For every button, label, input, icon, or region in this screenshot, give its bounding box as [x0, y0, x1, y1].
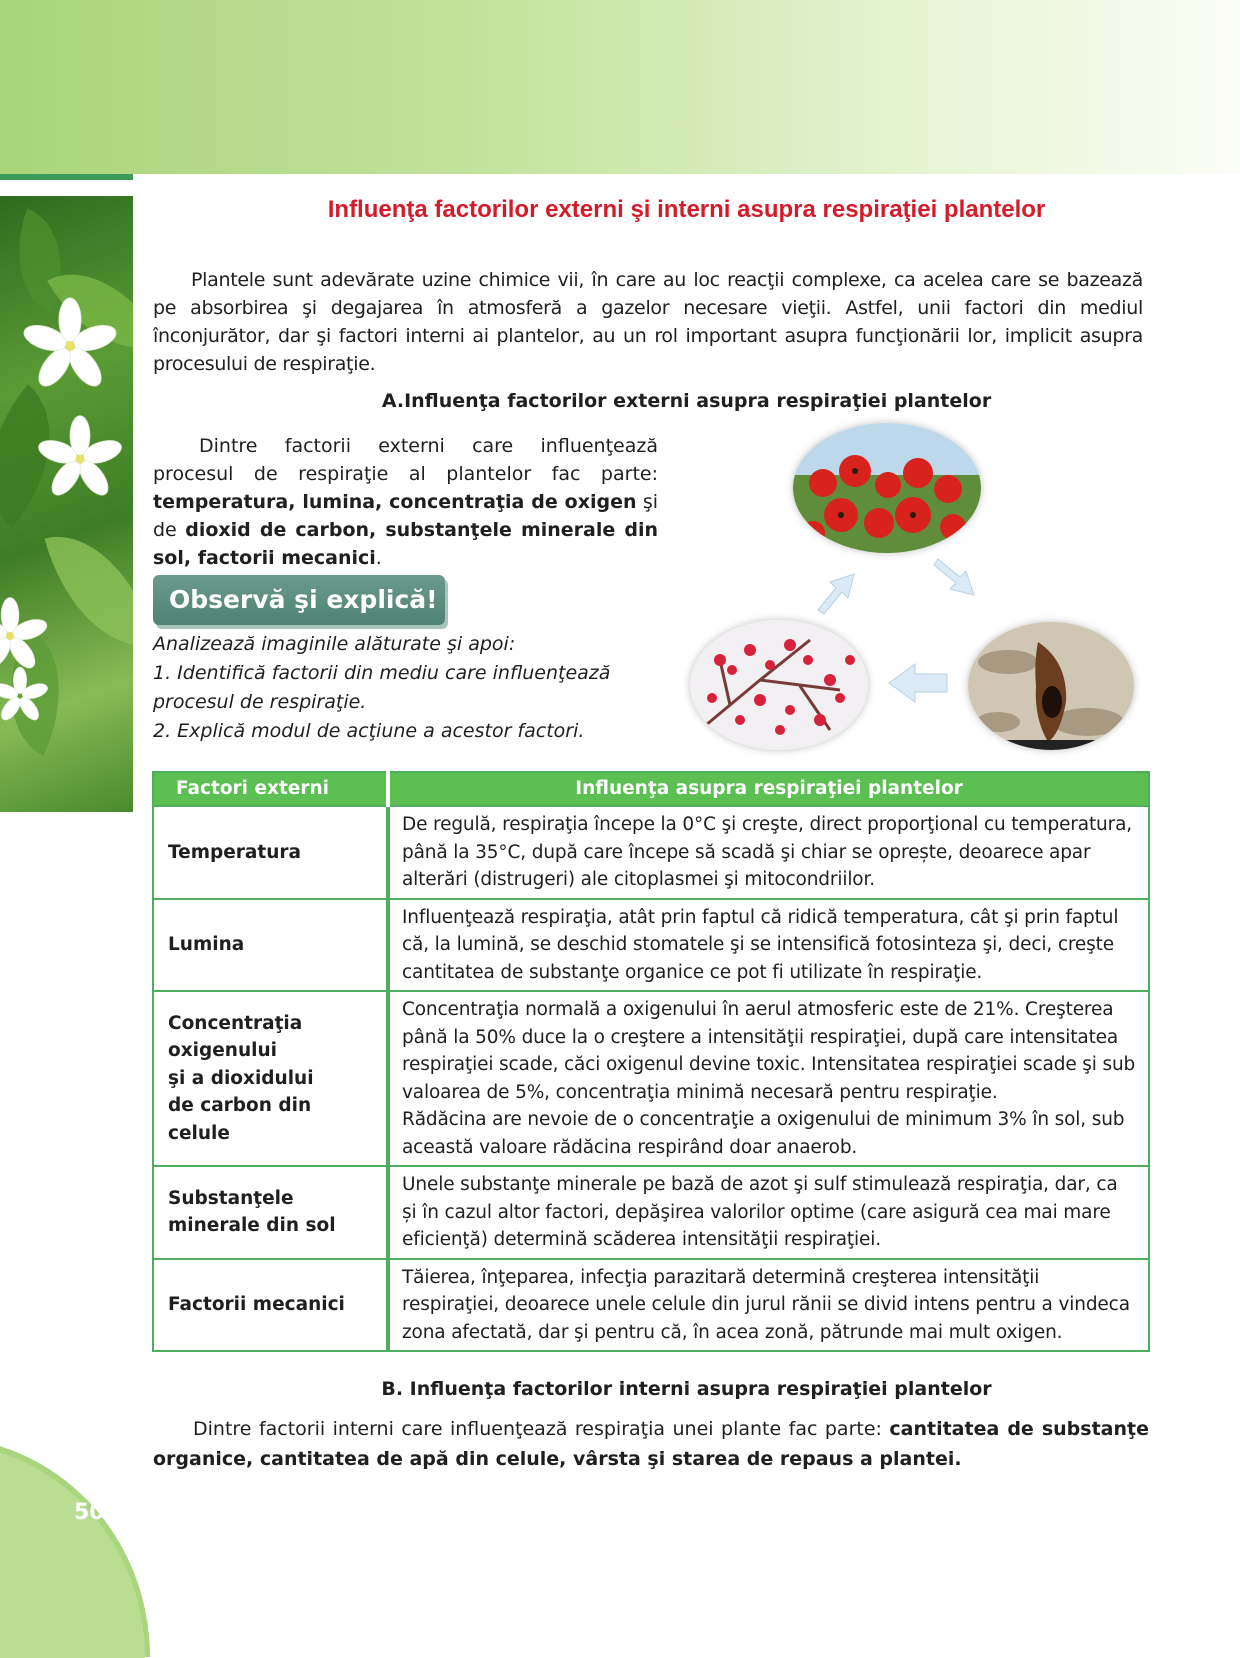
observe-task — [153, 630, 653, 746]
table-row — [153, 1166, 1149, 1259]
factor-description: Tăierea, înţeparea, infecţia parazitară determină creşterea intensităţii respiraţiei, deoarece unele celule din jurul rănii se divid intens pentru a vindeca zona afectată, dar şi pentru că, în acea zonă, pătrunde mai mult oxigen. — [388, 1259, 1149, 1352]
section-b-paragraph: Dintre factorii interni care influenţează respiraţia unei plante fac parte: cantitatea de substanţe organice, cantitatea de apă din celule, vârsta şi starea de repaus a plantei. — [153, 1418, 1149, 1470]
factor-name: Lumina — [153, 899, 388, 992]
table-header-factor: Factori externi — [153, 772, 388, 806]
observe-explain-badge: Observă şi explică! — [153, 575, 445, 625]
factor-description: Unele substanţe minerale pe bază de azot şi sulf stimulează respiraţia, dar, ca și în cazul altor factori, depăşirea valorilor optime (care asigură cea mai mare eficienţă) determină scăderea intensităţii respiraţiei. — [388, 1166, 1149, 1259]
section-b-heading: B. Influenţa factorilor interni asupra respiraţiei plantelor — [381, 1378, 992, 1400]
factor-name-line: minerale din sol — [168, 1215, 336, 1237]
factor-description-part: Concentraţia normală a oxigenului în aerul atmosferic este de 21%. Creşterea până la 50% duce la o creştere a intensităţii respiraţiei, după care intensitatea respiraţiei scade, căci oxigenul devine toxic. Intensitatea respiraţiei scade şi sub valoarea de 5%, concentraţia minimă necesară pentru respiraţie. — [402, 999, 1136, 1103]
task-line: 1. Identifică factorii din mediu care influenţează procesul de respiraţie. — [153, 662, 611, 713]
table-header-influence: Influenţa asupra respiraţiei plantelor — [388, 772, 1149, 806]
factor-name-line: şi a dioxidului — [168, 1067, 314, 1089]
factor-description — [388, 991, 1149, 1166]
factor-name-line: Concentraţia — [168, 1012, 303, 1034]
factor-description: Influenţează respiraţia, atât prin faptul că ridică temperatura, cât şi prin faptul că, la lumină, se deschid stomatele şi se intensifică fotosinteza şi, deci, creşte cantitatea de substanţe organice ce pot fi utilizate în respiraţie. — [388, 899, 1149, 992]
factor-name: Factorii mecanici — [153, 1259, 388, 1352]
table-row — [153, 899, 1149, 992]
arrow-left-icon — [885, 660, 951, 706]
jasmine-flower-icon — [35, 414, 125, 504]
wounded-bark-photo — [968, 622, 1134, 750]
factor-description: De regulă, respiraţia începe la 0°C şi creşte, direct proporţional cu temperatura, până la 35°C, după care începe să scadă şi chiar se oprește, deoarece apar alterări (distrugeri) ale citoplasmei şi mitocondriilor. — [388, 806, 1149, 899]
snowy-berries-photo — [690, 620, 868, 750]
jasmine-flower-icon — [0, 666, 50, 726]
jasmine-flower-icon — [0, 596, 50, 676]
jasmine-flower-icon — [20, 296, 120, 396]
factor-name — [153, 1166, 388, 1259]
factor-name-line: Substanţele — [168, 1187, 294, 1209]
table-header-row — [153, 772, 1149, 806]
factor-name — [153, 991, 388, 1166]
intro-paragraph: Plantele sunt adevărate uzine chimice vii, în care au loc reacţii complexe, ca acelea care se bazează pe absorbirea şi degajarea în atmosferă a gazelor necesare vieţii. Astfel, unii factori din mediul înconjurător, dar şi factori interni ai plantelor, au un rol important asupra funcţionării lor, implicit asupra procesului de respiraţie. — [153, 269, 1143, 375]
external-factors-table — [152, 771, 1150, 1352]
arrow-up-right-icon — [810, 566, 860, 616]
poppy-field-photo — [793, 423, 981, 553]
section-a-heading: A.Influenţa factorilor externi asupra respiraţiei plantelor — [381, 390, 992, 412]
factor-name: Temperatura — [153, 806, 388, 899]
factor-name-line: de carbon din celule — [168, 1095, 312, 1144]
factor-description-part: Rădăcina are nevoie de o concentraţie a oxigenului de minimum 3% în sol, sub această valoare rădăcina respirând doar anaerob. — [402, 1109, 1125, 1158]
table-row — [153, 1259, 1149, 1352]
table-row — [153, 991, 1149, 1166]
task-line: 2. Explică modul de acţiune a acestor factori. — [153, 720, 585, 742]
section-a-paragraph: Dintre factorii externi care influenţează procesul de respiraţie al plantelor fac parte: temperatura, lumina, concentraţia de oxigen şi de dioxid de carbon, substanţele minerale din sol, factorii mecanici. — [153, 435, 658, 569]
table-row — [153, 806, 1149, 899]
arrow-down-right-icon — [930, 545, 986, 601]
side-jasmine-photo — [0, 196, 133, 812]
page-title: Influenţa factorilor externi şi interni asupra respiraţiei plantelor — [327, 196, 1046, 223]
task-line: Analizează imaginile alăturate şi apoi: — [153, 633, 516, 655]
factor-name-line: oxigenului — [168, 1040, 277, 1062]
header-rule — [0, 174, 133, 180]
page-number: 50 — [74, 1500, 105, 1525]
header-band — [0, 0, 1240, 174]
